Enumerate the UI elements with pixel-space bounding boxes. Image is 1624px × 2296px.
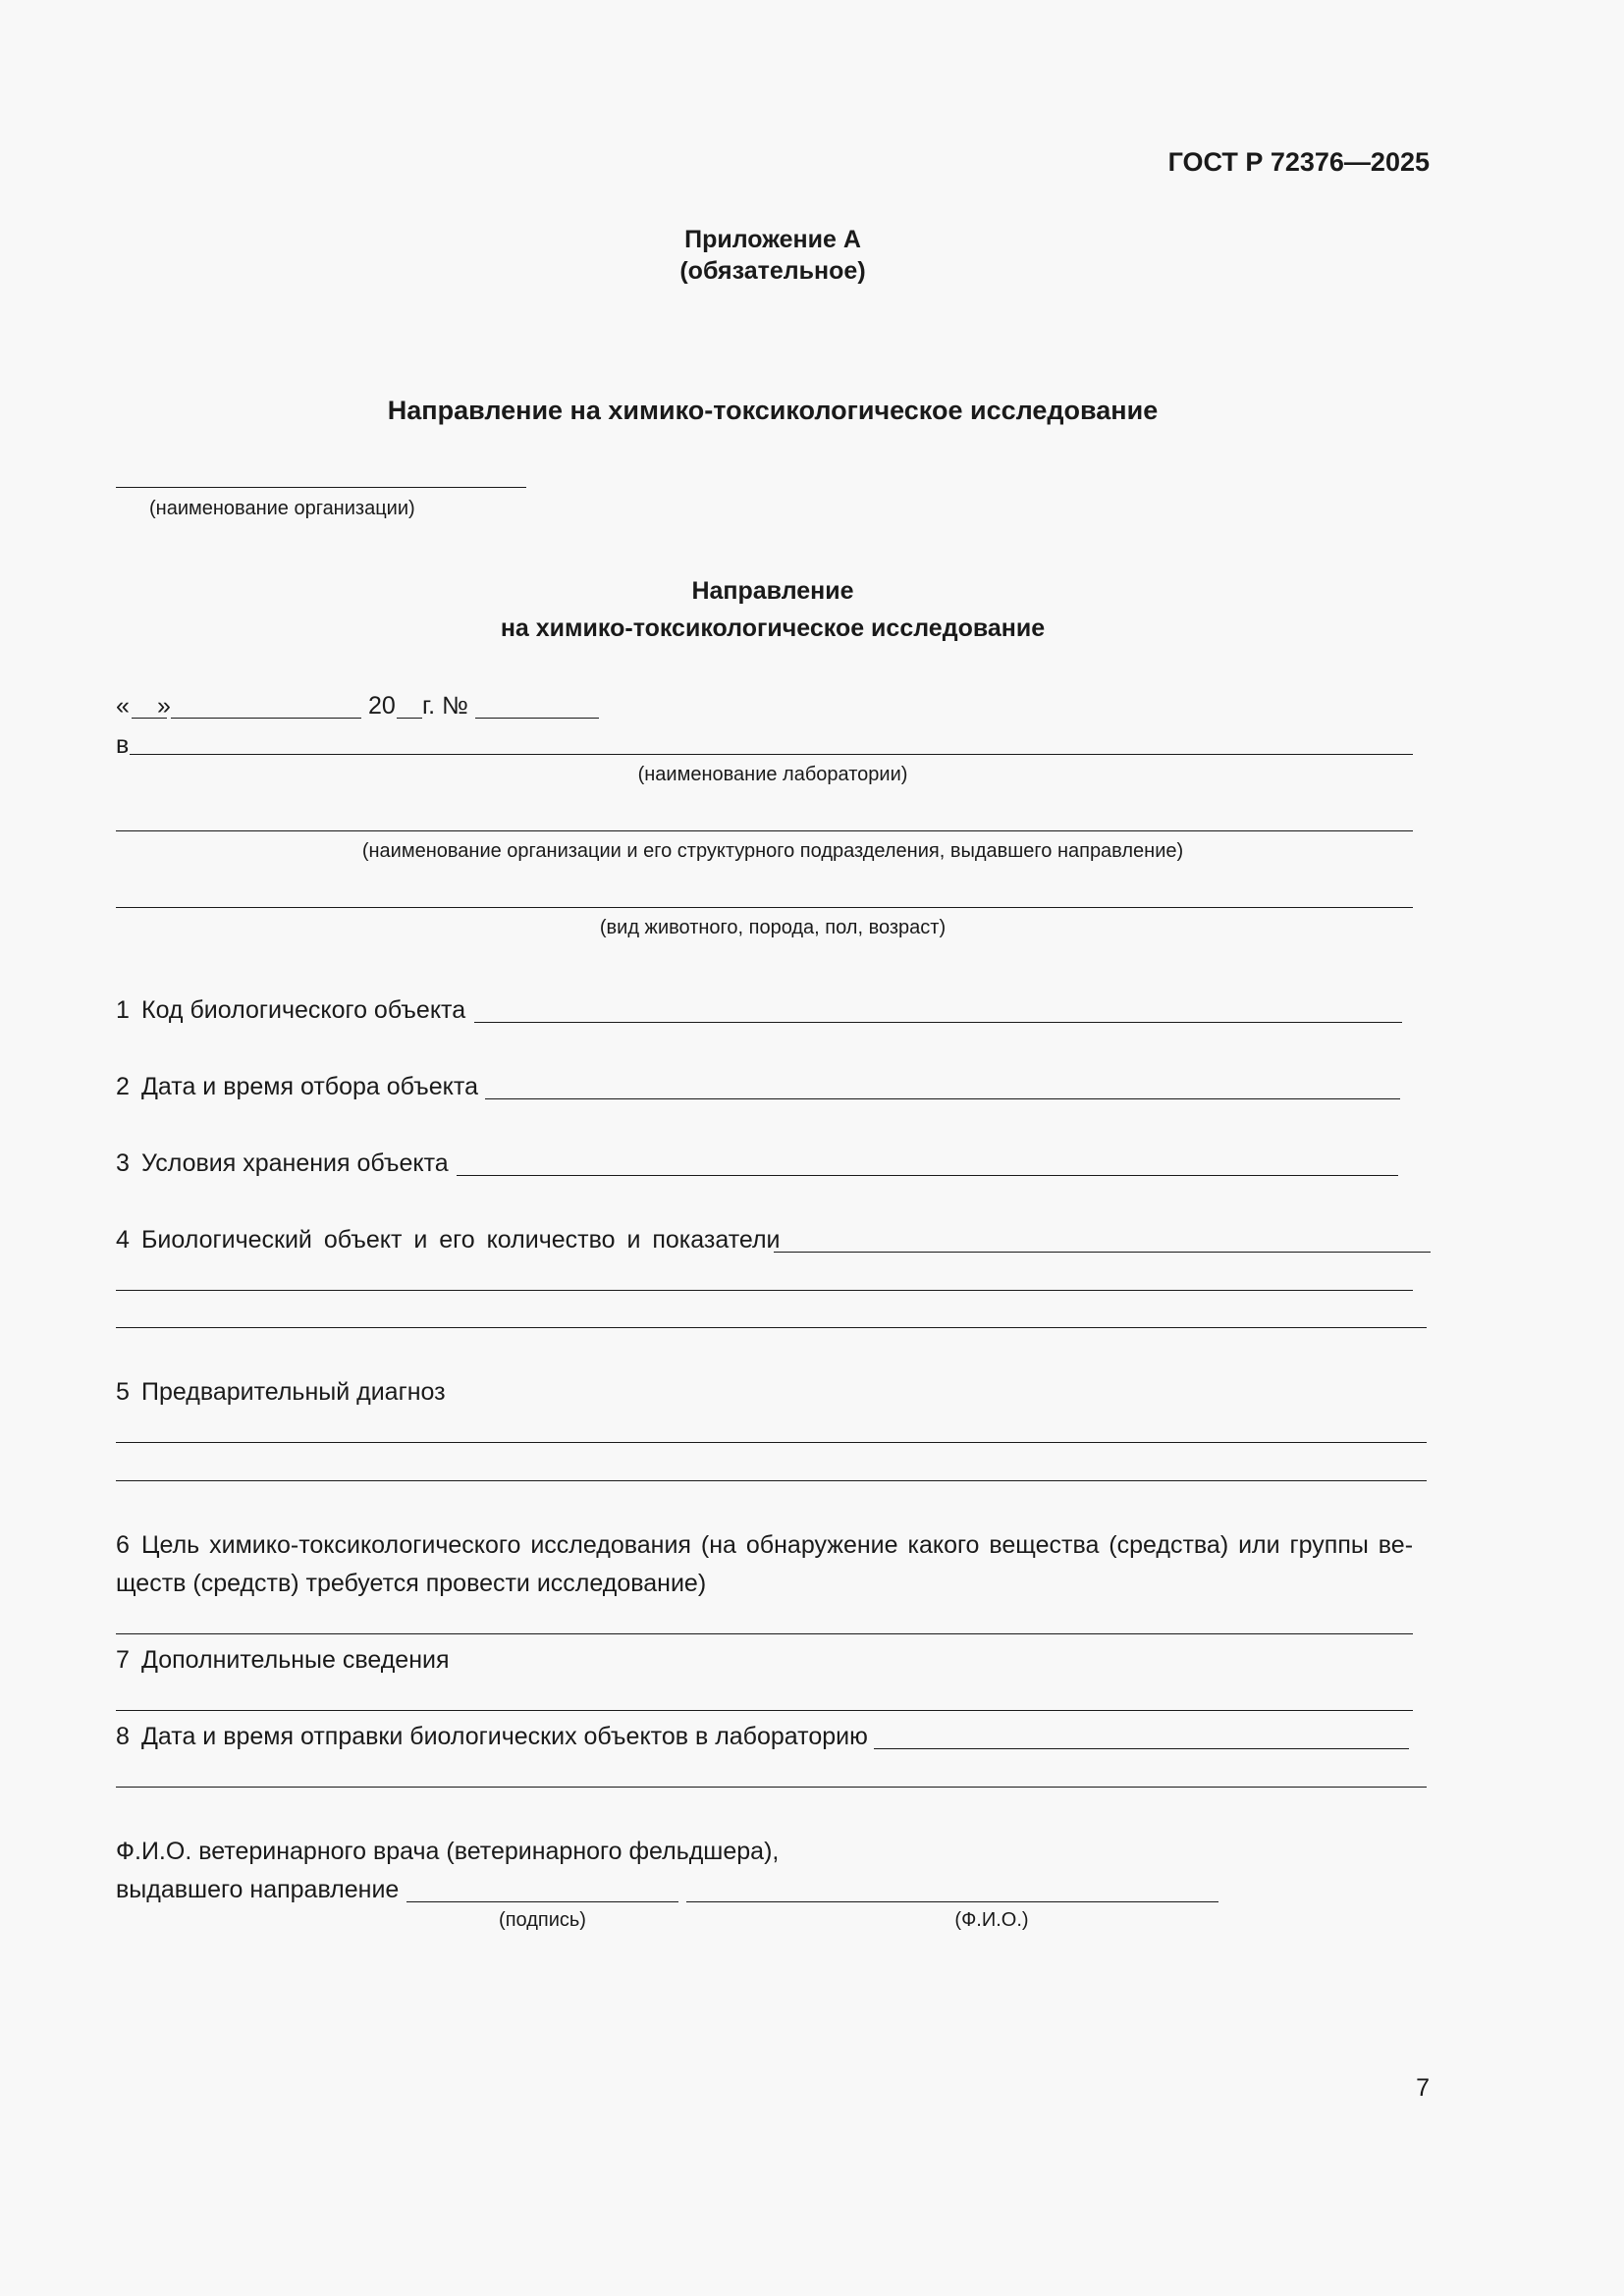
item-7-line[interactable] <box>116 1710 1413 1711</box>
org-name-caption: (наименование организации) <box>149 498 415 519</box>
page-number: 7 <box>1416 2074 1430 2102</box>
item-7-number: 7 <box>116 1646 130 1674</box>
issuer-line[interactable] <box>116 830 1413 831</box>
appendix-status: (обязательное) <box>679 257 866 285</box>
item-7-label: Дополнительные сведения <box>141 1646 450 1674</box>
item-1-number: 1 <box>116 996 130 1024</box>
year-suffix: г. № <box>422 692 468 720</box>
standard-designation: ГОСТ Р 72376—2025 <box>1167 147 1430 177</box>
item-2-number: 2 <box>116 1073 130 1100</box>
item-4-label: Биологический объект и его количество и показатели <box>141 1226 781 1254</box>
item-1-line[interactable] <box>474 1022 1402 1023</box>
animal-line[interactable] <box>116 907 1413 908</box>
year-line[interactable] <box>397 718 422 719</box>
signature-caption: (подпись) <box>499 1909 586 1931</box>
form-title: Направление на химико-токсикологическое исследование <box>387 396 1159 425</box>
appendix-title: Приложение А <box>684 226 861 253</box>
item-6-number: 6 <box>116 1531 130 1559</box>
item-5-number: 5 <box>116 1378 130 1406</box>
date-open-quote: « <box>116 692 130 720</box>
item-8-line-2[interactable] <box>116 1787 1427 1788</box>
date-close-quote: » <box>157 692 171 720</box>
item-4-line-3[interactable] <box>116 1327 1427 1328</box>
animal-caption: (вид животного, порода, пол, возраст) <box>599 917 947 938</box>
item-5-label: Предварительный диагноз <box>141 1378 446 1406</box>
signature-label-line2: выдавшего направление <box>116 1876 400 1903</box>
subtitle-line1: Направление <box>691 577 854 605</box>
item-4-line-2[interactable] <box>116 1290 1413 1291</box>
item-8-number: 8 <box>116 1723 130 1750</box>
lab-prefix: в <box>116 731 130 759</box>
org-name-line[interactable] <box>116 487 526 488</box>
item-6-line[interactable] <box>116 1633 1413 1634</box>
item-3-number: 3 <box>116 1149 130 1177</box>
item-4-number: 4 <box>116 1226 130 1254</box>
month-line[interactable] <box>171 718 361 719</box>
number-line[interactable] <box>475 718 599 719</box>
item-8-label: Дата и время отправки биологических объектов в лабораторию <box>141 1723 868 1750</box>
full-name-caption: (Ф.И.О.) <box>954 1909 1029 1931</box>
item-1-label: Код биологического объекта <box>141 996 466 1024</box>
issuer-caption: (наименование организации и его структурного подразделения, выдавшего направление) <box>361 840 1184 862</box>
item-6-label-line1: Цель химико-токсикологического исследования (на обнаружение какого вещества (средства) или группы ве- <box>141 1531 1414 1559</box>
lab-name-caption: (наименование лаборатории) <box>637 764 908 785</box>
year-prefix: 20 <box>368 692 396 720</box>
item-8-line[interactable] <box>874 1748 1409 1749</box>
item-5-line-2[interactable] <box>116 1480 1427 1481</box>
item-6-label-line2: ществ (средств) требуется провести исследование) <box>116 1570 707 1597</box>
item-2-line[interactable] <box>485 1098 1400 1099</box>
lab-name-line[interactable] <box>130 754 1413 755</box>
item-2-label: Дата и время отбора объекта <box>141 1073 478 1100</box>
item-5-line-1[interactable] <box>116 1442 1427 1443</box>
item-3-label: Условия хранения объекта <box>141 1149 449 1177</box>
item-4-line[interactable] <box>774 1252 1431 1253</box>
full-name-line[interactable] <box>686 1901 1218 1902</box>
signature-label-line1: Ф.И.О. ветеринарного врача (ветеринарного фельдшера), <box>116 1838 780 1865</box>
signature-line[interactable] <box>406 1901 678 1902</box>
item-3-line[interactable] <box>457 1175 1398 1176</box>
subtitle-line2: на химико-токсикологическое исследование <box>500 614 1046 642</box>
